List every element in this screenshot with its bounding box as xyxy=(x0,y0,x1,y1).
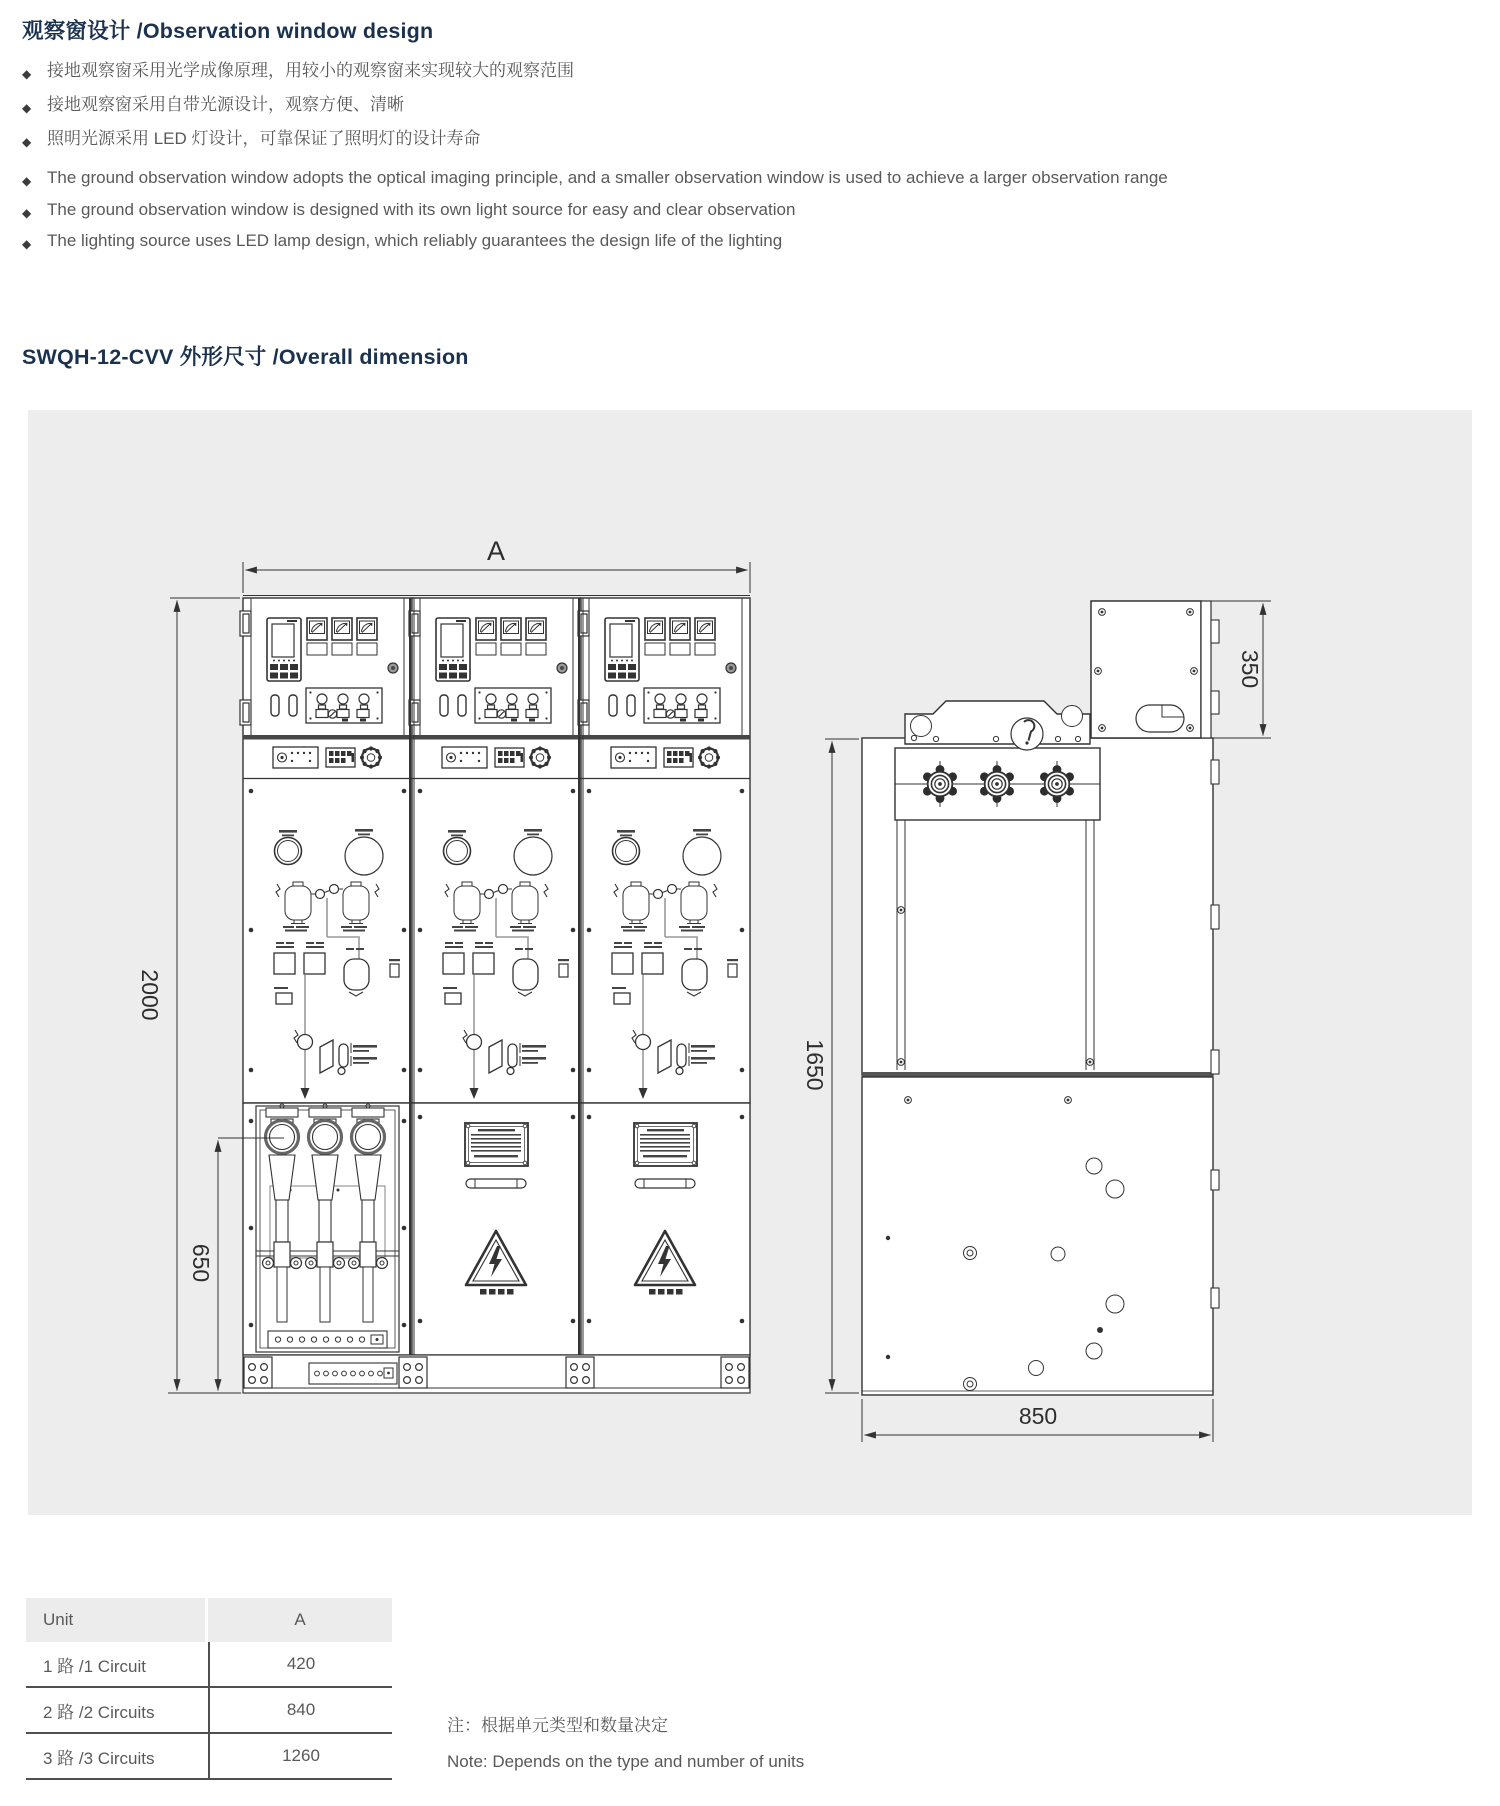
dim-depth-label: 850 xyxy=(1018,1403,1058,1429)
table-cell-unit: 3 路 /3 Circuits xyxy=(43,1748,155,1768)
table-header-unit: Unit xyxy=(26,1598,205,1642)
bullet-text: The lighting source uses LED lamp design, which reliably guarantees the design life of the lighting xyxy=(47,231,783,250)
dim-cable-height-label: 650 xyxy=(188,1243,214,1283)
note-en: Note: Depends on the type and number of units xyxy=(447,1752,805,1771)
dim-front-height-label: 2000 xyxy=(137,969,163,1021)
diamond-bullet-icon: ◆ xyxy=(22,67,32,81)
diamond-bullet-icon: ◆ xyxy=(22,174,32,188)
dim-width-label: A xyxy=(486,536,506,566)
table-cell-a: 840 xyxy=(208,1688,392,1732)
table-header-row xyxy=(26,1598,392,1642)
dimension-table xyxy=(26,1598,392,1780)
list-item xyxy=(22,128,574,153)
table-row xyxy=(26,1734,392,1780)
note-zh: 注：根据单元类型和数量决定 xyxy=(447,1716,668,1735)
diamond-bullet-icon: ◆ xyxy=(22,135,32,149)
observation-bullets-en xyxy=(22,164,1214,259)
side-view xyxy=(862,601,1219,1395)
overall-dimension-drawing xyxy=(28,410,1472,1515)
bullet-text: 接地观察窗采用自带光源设计，观察方便、清晰 xyxy=(47,95,404,114)
observation-bullets-zh xyxy=(22,60,574,162)
bullet-text: 照明光源采用 LED 灯设计，可靠保证了照明灯的设计寿命 xyxy=(47,129,481,148)
overall-dimension-title: SWQH-12-CVV 外形尺寸 /Overall dimension xyxy=(22,345,469,369)
diamond-bullet-icon: ◆ xyxy=(22,101,32,115)
list-item xyxy=(22,196,1214,228)
list-item xyxy=(22,94,574,119)
table-cell-a: 1260 xyxy=(208,1734,392,1778)
bullet-text: The ground observation window is designed with its own light source for easy and clear observation xyxy=(47,199,796,219)
table-row xyxy=(26,1642,392,1688)
bullet-text: 接地观察窗采用光学成像原理，用较小的观察窗来实现较大的观察范围 xyxy=(47,61,574,80)
table-cell-unit: 1 路 /1 Circuit xyxy=(43,1656,146,1676)
table-cell-unit: 2 路 /2 Circuits xyxy=(43,1702,155,1722)
dim-side-height-label: 1650 xyxy=(802,1039,828,1091)
overall-dimension-drawing-panel xyxy=(28,410,1472,1515)
diamond-bullet-icon: ◆ xyxy=(22,205,32,220)
observation-window-title: 观察窗设计 /Observation window design xyxy=(22,19,434,43)
table-row xyxy=(26,1688,392,1734)
table-header-a: A xyxy=(208,1598,392,1642)
table-cell-a: 420 xyxy=(208,1642,392,1686)
list-item xyxy=(22,164,1214,196)
diamond-bullet-icon: ◆ xyxy=(22,237,32,251)
list-item xyxy=(22,60,574,85)
table-note xyxy=(447,1712,804,1784)
front-view xyxy=(240,596,750,1394)
list-item xyxy=(22,227,1214,259)
bullet-text: The ground observation window adopts the optical imaging principle, and a smaller observation window is used to achieve a larger observation range xyxy=(47,168,1168,187)
dim-gas-box-height-label: 350 xyxy=(1237,649,1263,689)
lifting-hook-icon xyxy=(1011,718,1043,750)
